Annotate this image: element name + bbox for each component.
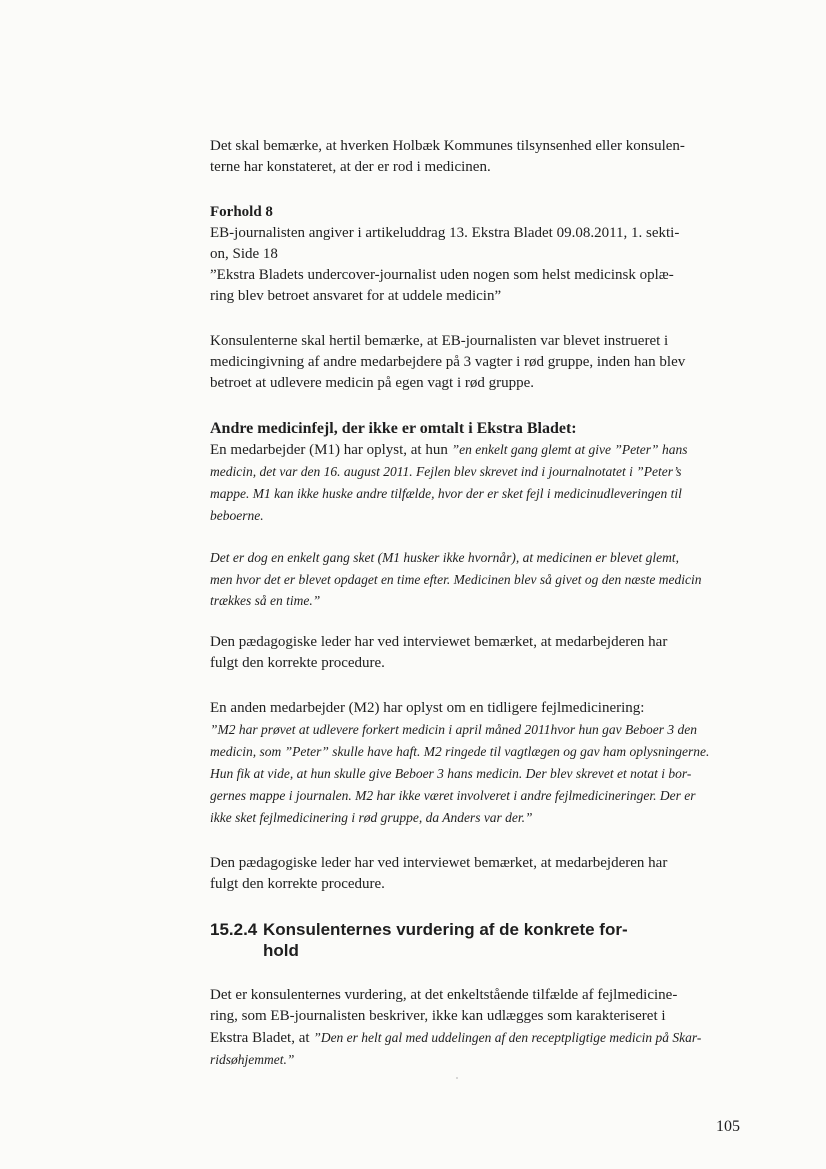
section-title-line: hold (263, 940, 299, 960)
page-number: 105 (716, 1118, 740, 1135)
text-line: medicingivning af andre medarbejdere på 3 vagter i rød gruppe, inden han blev (210, 354, 686, 370)
text-plain: Ekstra Bladet, at (210, 1029, 314, 1046)
section-number: 15.2.4 (210, 919, 258, 939)
text-line: terne har konstateret, at der er rod i medicinen. (210, 159, 491, 175)
forhold-8-body (210, 223, 745, 307)
text-line: Den pædagogiske leder har ved interviewet bemærket, at medarbejderen har (210, 633, 668, 650)
quote-line: medicin, som ”Peter” skulle have haft. M2 ringede til vagtlægen og gav ham oplysningerne. (210, 743, 710, 759)
quote-italic: ”en enkelt gang glemt at give ”Peter” hans (451, 442, 688, 457)
paragraph-vurdering (210, 985, 745, 1071)
text-line: Konsulenterne skal hertil bemærke, at EB-journalisten var blevet instrueret i (210, 333, 669, 349)
andre-medicinfejl-heading: Andre medicinfejl, der ikke er omtalt i Ekstra Bladet: (210, 420, 577, 437)
section-heading (210, 919, 745, 961)
quote-line: ikke sket fejlmedicinering i rød gruppe, da Anders var der.” (210, 809, 533, 825)
text-line: Det er konsulenternes vurdering, at det enkeltstående tilfælde af fejlmedicine- (210, 986, 678, 1003)
quote-line: men hvor det er blevet opdaget en time efter. Medicinen blev så givet og den næste medicin (210, 571, 702, 587)
text-line: Den pædagogiske leder har ved interviewet bemærket, at medarbejderen har (210, 854, 668, 871)
text-plain: En medarbejder (M1) har oplyst, at hun (210, 442, 452, 458)
paragraph-intro (210, 136, 745, 178)
m2-paragraph (210, 698, 745, 829)
section-title-line: Konsulenternes vurdering af de konkrete for- (263, 919, 628, 939)
quote-line: gernes mappe i journalen. M2 har ikke været involveret i andre fejlmedicineringer. Der er (210, 787, 696, 803)
quote-line: medicin, det var den 16. august 2011. Fejlen blev skrevet ind i journalnotatet i ”Peter’s (210, 464, 682, 479)
paragraph-leder-2 (210, 853, 745, 895)
text-line: Det skal bemærke, at hverken Holbæk Kommunes tilsynsenhed eller konsulen- (210, 138, 685, 154)
text-line: ring, som EB-journalisten beskriver, ikke kan udlægges som karakteriseret i (210, 1007, 666, 1024)
paragraph-konsulenterne (210, 331, 745, 394)
text-line: ring blev betroet ansvaret for at uddele medicin” (210, 288, 502, 304)
quote-italic: ”Den er helt gal med uddelingen af den receptpligtige medicin på Skar- (313, 1029, 702, 1045)
text-line: betroet at udlevere medicin på egen vagt i rød gruppe. (210, 375, 535, 391)
page-content (210, 136, 745, 1071)
andre-m1-quote-continued (210, 547, 745, 612)
text-line: En anden medarbejder (M2) har oplyst om en tidligere fejlmedicinering: (210, 699, 645, 716)
andre-m1-paragraph (210, 439, 745, 527)
quote-line: Det er dog en enkelt gang sket (M1 husker ikke hvornår), at medicinen er blevet glemt, (210, 550, 679, 565)
quote-line: ridsøhjemmet.” (210, 1051, 295, 1067)
paragraph-leder-1 (210, 632, 745, 674)
quote-line: beboerne. (210, 508, 264, 523)
text-line: fulgt den korrekte procedure. (210, 654, 385, 671)
text-line: fulgt den korrekte procedure. (210, 875, 385, 892)
quote-line: Hun fik at vide, at hun skulle give Beboer 3 hans medicin. Der blev skrevet et notat i bor- (210, 765, 692, 781)
quote-line: mappe. M1 kan ikke huske andre tilfælde, hvor der er sket fejl i medicinudleveringen til (210, 486, 682, 501)
text-line: on, Side 18 (210, 246, 278, 262)
scan-speck (456, 1077, 458, 1079)
quote-line: ”M2 har prøvet at udlevere forkert medicin i april måned 2011hvor hun gav Beboer 3 den (210, 721, 698, 737)
text-line: ”Ekstra Bladets undercover-journalist uden nogen som helst medicinsk oplæ- (210, 267, 674, 283)
text-line: EB-journalisten angiver i artikeluddrag 13. Ekstra Bladet 09.08.2011, 1. sekti- (210, 225, 680, 241)
quote-line: trækkes så en time.” (210, 593, 321, 608)
forhold-8-heading: Forhold 8 (210, 204, 273, 220)
